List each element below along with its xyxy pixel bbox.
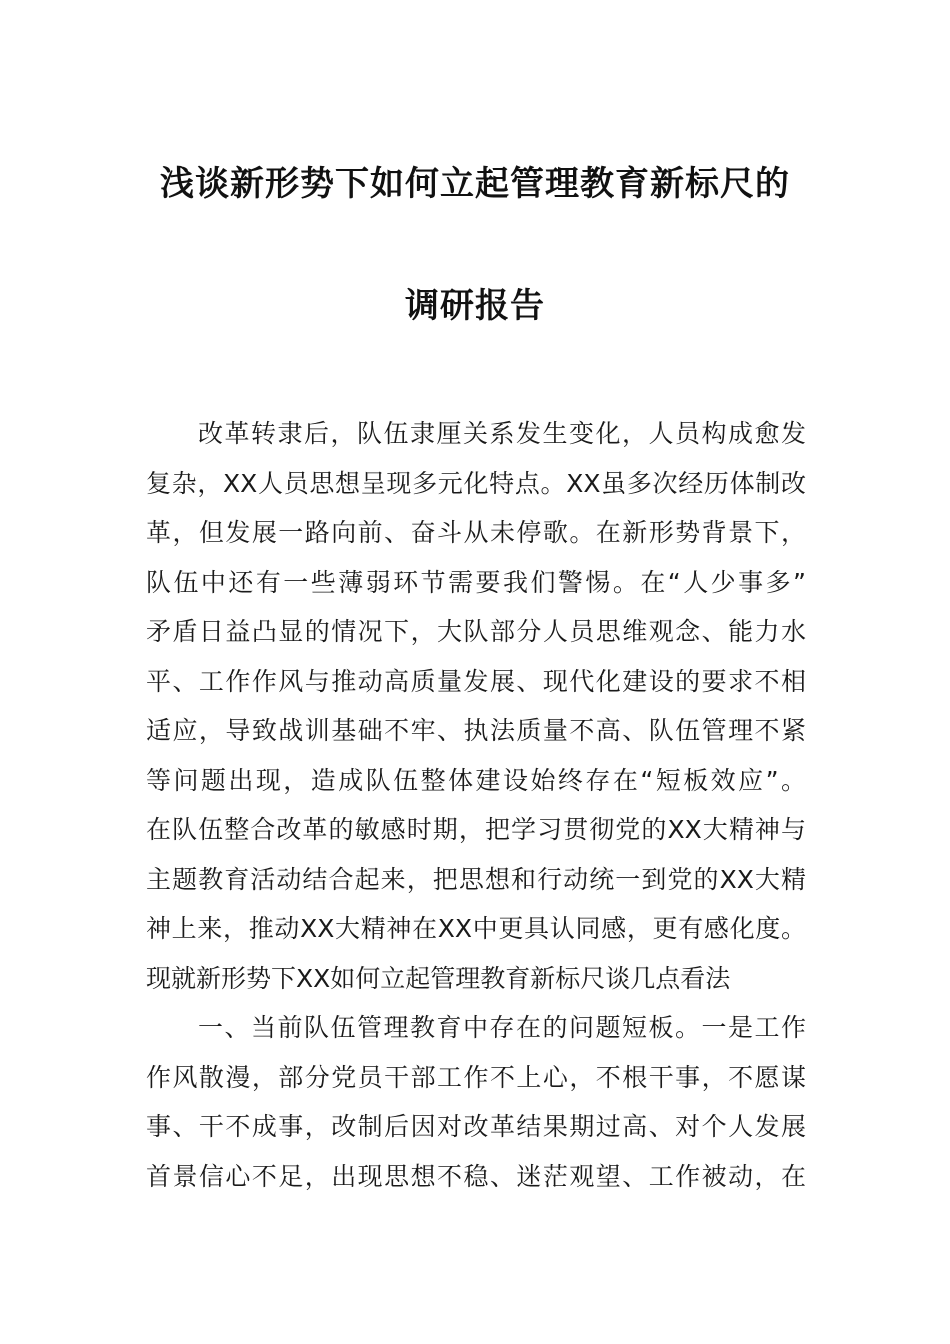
text-line: 作风散漫，部分党员干部工作不上心，不根干事，不愿谋 <box>146 1062 806 1092</box>
document-title-line-2: 调研报告 <box>405 286 545 326</box>
text-line: 一、当前队伍管理教育中存在的问题短板。一是工作 <box>198 1013 806 1042</box>
text-line: 矛盾日益凸显的情况下，大队部分人员思维观念、能力水 <box>146 617 806 646</box>
document-title-line-1: 浅谈新形势下如何立起管理教育新标尺的 <box>160 164 790 204</box>
text-line: 革，但发展一路向前、奋斗从未停歌。在新形势背景下， <box>146 518 806 547</box>
text-line: 复杂，XX人员思想呈现多元化特点。XX虽多次经历体制改 <box>146 468 806 498</box>
text-line: 事、干不成事，改制后因对改革结果期过高、对个人发展 <box>146 1112 806 1141</box>
text-line: 主题教育活动结合起来，把思想和行动统一到党的XX大精 <box>146 864 806 894</box>
text-line: 适应，导致战训基础不牢、执法质量不高、队伍管理不紧 <box>146 716 806 745</box>
text-line: 平、工作作风与推动高质量发展、现代化建设的要求不相 <box>146 666 806 696</box>
text-line: 改革转隶后，队伍隶厘关系发生变化，人员构成愈发 <box>198 419 806 448</box>
text-line: 神上来，推动XX大精神在XX中更具认同感，更有感化度。 <box>146 914 806 943</box>
text-line: 在队伍整合改革的敏感时期，把学习贯彻党的XX大精神与 <box>146 815 806 844</box>
text-line: 首景信心不足，出现思想不稳、迷茫观望、工作被动，在 <box>146 1161 806 1191</box>
text-line: 现就新形势下XX如何立起管理教育新标尺谈几点看法 <box>146 963 731 993</box>
text-line: 等问题出现，造成队伍整体建设始终存在“短板效应”。 <box>146 765 806 795</box>
text-line: 队伍中还有一些薄弱环节需要我们警惕。在“人少事多” <box>146 567 806 597</box>
